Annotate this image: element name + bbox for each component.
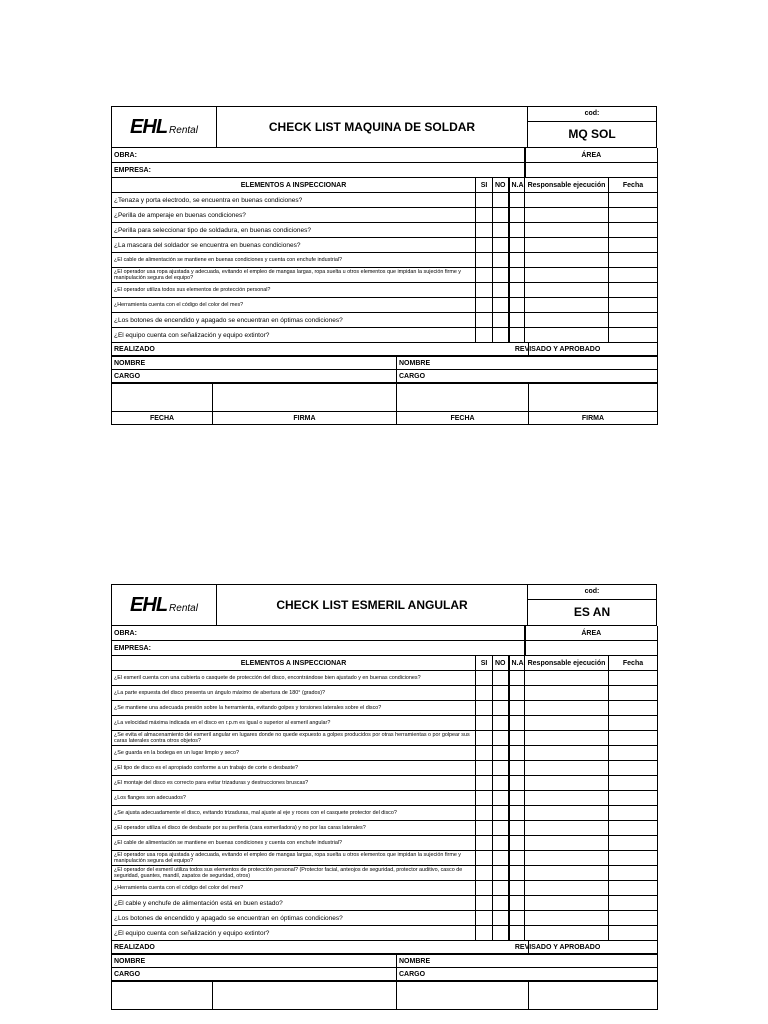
responsable-cell[interactable] <box>525 701 609 716</box>
checklist-maquina-soldar <box>111 106 657 425</box>
na-cell[interactable] <box>509 208 525 223</box>
no-cell[interactable] <box>493 911 509 926</box>
col-elementos: ELEMENTOS A INSPECCIONAR <box>112 178 476 193</box>
firma-field-revisado[interactable] <box>529 981 658 1010</box>
item-question: ¿El operador usa ropa ajustada y adecuada, evitando el empleo de mangas largas, ropa suelta u otros elementos que impidan la sujeción firme y manipulación segura del equipo? <box>112 268 476 283</box>
table-row <box>112 836 658 851</box>
form-header <box>111 584 657 626</box>
si-cell[interactable] <box>476 761 493 776</box>
no-cell[interactable] <box>493 806 509 821</box>
realizado-label <box>112 941 601 954</box>
si-cell[interactable] <box>476 298 493 313</box>
item-question: ¿Herramienta cuenta con el código del color del mes? <box>112 881 476 896</box>
table-row <box>112 746 658 761</box>
responsable-cell[interactable] <box>525 866 609 881</box>
no-cell[interactable] <box>493 701 509 716</box>
cargo-label-realizado: CARGO <box>112 968 397 982</box>
item-question: ¿Los flanges son adecuados? <box>112 791 476 806</box>
na-cell[interactable] <box>509 328 525 343</box>
responsable-cell[interactable] <box>525 313 609 328</box>
table-row <box>112 716 658 731</box>
item-question: ¿Se guarda en la bodega en un lugar limpio y seco? <box>112 746 476 761</box>
fecha-cell[interactable] <box>609 926 658 941</box>
logo-subtext: Rental <box>169 124 198 136</box>
item-question: ¿Se mantiene una adecuada presión sobre la herramienta, evitando golpes y torsiones laterales sobre el disco? <box>112 701 476 716</box>
table-row <box>112 193 658 208</box>
si-cell[interactable] <box>476 701 493 716</box>
na-cell[interactable] <box>509 791 525 806</box>
no-cell[interactable] <box>493 328 509 343</box>
area-label: ÁREA <box>525 148 658 163</box>
item-question: ¿Se evita el almacenamiento del esmeril angular en lugares donde no quede expuesto a golpes producidos por otras herramientas o por golpear sus caras laterales contra otros objetos? <box>112 731 476 746</box>
fecha-field-realizado[interactable] <box>112 383 213 412</box>
responsable-cell[interactable] <box>525 298 609 313</box>
responsable-cell[interactable] <box>525 896 609 911</box>
na-cell[interactable] <box>509 716 525 731</box>
fecha-cell[interactable] <box>609 866 658 881</box>
na-cell[interactable] <box>509 911 525 926</box>
item-question: ¿Tenaza y porta electrodo, se encuentra en buenas condiciones? <box>112 193 476 208</box>
item-question: ¿El operador utiliza el disco de desbaste por su periferia (cara esmeriladora) y no por las caras laterales? <box>112 821 476 836</box>
fecha-cell[interactable] <box>609 223 658 238</box>
si-cell[interactable] <box>476 223 493 238</box>
no-cell[interactable] <box>493 253 509 268</box>
na-cell[interactable] <box>509 776 525 791</box>
no-cell[interactable] <box>493 896 509 911</box>
responsable-cell[interactable] <box>525 671 609 686</box>
no-cell[interactable] <box>493 313 509 328</box>
table-row <box>112 253 658 268</box>
obra-label: OBRA: <box>112 148 525 163</box>
fecha-cell[interactable] <box>609 911 658 926</box>
si-cell[interactable] <box>476 238 493 253</box>
table-row <box>112 806 658 821</box>
item-question: ¿El operador del esmeril utiliza todos sus elementos de protección personal? (Protector facial, anteojos de seguridad, protector auditivo, casco de seguridad, guantes, mandil, zapatos de seguridad, otros) <box>112 866 476 881</box>
responsable-cell[interactable] <box>525 791 609 806</box>
table-row <box>112 223 658 238</box>
item-question: ¿Perilla de amperaje en buenas condiciones? <box>112 208 476 223</box>
si-cell[interactable] <box>476 686 493 701</box>
fecha-cell[interactable] <box>609 851 658 866</box>
fecha-cell[interactable] <box>609 776 658 791</box>
fecha-label: FECHA <box>397 412 529 425</box>
item-question: ¿El esmeril cuenta con una cubierta o casquete de protección del disco, encontrándose bien ajustado y en buenas condiciones? <box>112 671 476 686</box>
na-cell[interactable] <box>509 881 525 896</box>
no-cell[interactable] <box>493 731 509 746</box>
fecha-cell[interactable] <box>609 821 658 836</box>
col-na: N.A <box>509 178 525 193</box>
table-row <box>112 686 658 701</box>
responsable-cell[interactable] <box>525 328 609 343</box>
area-label: ÁREA <box>525 626 658 641</box>
table-row <box>112 328 658 343</box>
table-row <box>112 866 658 881</box>
col-elementos: ELEMENTOS A INSPECCIONAR <box>112 656 476 671</box>
na-cell[interactable] <box>509 193 525 208</box>
form-code: ES AN <box>528 599 657 625</box>
fecha-cell[interactable] <box>609 701 658 716</box>
no-cell[interactable] <box>493 881 509 896</box>
firma-field-realizado[interactable] <box>213 383 397 412</box>
fecha-cell[interactable] <box>609 283 658 298</box>
si-cell[interactable] <box>476 851 493 866</box>
responsable-cell[interactable] <box>525 731 609 746</box>
logo-text: EHL <box>130 593 168 616</box>
no-cell[interactable] <box>493 761 509 776</box>
table-row <box>112 731 658 746</box>
cod-label: cod: <box>528 107 657 122</box>
no-cell[interactable] <box>493 836 509 851</box>
item-question: ¿El equipo cuenta con señalización y equipo extintor? <box>112 926 476 941</box>
responsable-cell[interactable] <box>525 746 609 761</box>
table-row <box>112 298 658 313</box>
firma-label: FIRMA <box>213 412 397 425</box>
item-question: ¿Herramienta cuenta con el código del color del mes? <box>112 298 476 313</box>
responsable-cell[interactable] <box>525 776 609 791</box>
item-question: ¿Perilla para seleccionar tipo de soldadura, en buenas condiciones? <box>112 223 476 238</box>
na-cell[interactable] <box>509 313 525 328</box>
na-cell[interactable] <box>509 731 525 746</box>
responsable-cell[interactable] <box>525 208 609 223</box>
na-cell[interactable] <box>509 866 525 881</box>
fecha-cell[interactable] <box>609 253 658 268</box>
fecha-cell[interactable] <box>609 313 658 328</box>
no-cell[interactable] <box>493 671 509 686</box>
area-value[interactable] <box>525 641 658 656</box>
cargo-label-realizado: CARGO <box>112 370 397 384</box>
no-cell[interactable] <box>493 716 509 731</box>
signature-table <box>111 343 658 425</box>
col-responsable: Responsable ejecución <box>525 656 609 671</box>
table-row <box>112 761 658 776</box>
no-cell[interactable] <box>493 208 509 223</box>
checklist-esmeril-angular <box>111 584 657 1010</box>
item-question: ¿El cable de alimentación se mantiene en buenas condiciones y cuenta con enchufe industrial? <box>112 836 476 851</box>
company-logo <box>112 585 217 626</box>
col-si: SI <box>476 656 493 671</box>
si-cell[interactable] <box>476 926 493 941</box>
responsable-cell[interactable] <box>525 253 609 268</box>
col-no: NO <box>493 178 509 193</box>
na-cell[interactable] <box>509 268 525 283</box>
responsable-cell[interactable] <box>525 193 609 208</box>
si-cell[interactable] <box>476 328 493 343</box>
responsable-cell[interactable] <box>525 851 609 866</box>
item-question: ¿El operador usa ropa ajustada y adecuada, evitando el empleo de mangas largas, ropa suelta u otros elementos que impidan la sujeción firme y manipulación segura del equipo? <box>112 851 476 866</box>
fecha-cell[interactable] <box>609 716 658 731</box>
table-row <box>112 238 658 253</box>
si-cell[interactable] <box>476 268 493 283</box>
responsable-cell[interactable] <box>525 761 609 776</box>
si-cell[interactable] <box>476 776 493 791</box>
table-row <box>112 208 658 223</box>
no-cell[interactable] <box>493 851 509 866</box>
nombre-label-realizado: NOMBRE <box>112 356 397 370</box>
no-cell[interactable] <box>493 686 509 701</box>
responsable-cell[interactable] <box>525 911 609 926</box>
obra-label: OBRA: <box>112 626 525 641</box>
nombre-label-realizado: NOMBRE <box>112 954 397 968</box>
si-cell[interactable] <box>476 671 493 686</box>
company-logo <box>112 107 217 148</box>
firma-label: FIRMA <box>529 412 658 425</box>
fecha-field-revisado[interactable] <box>397 383 529 412</box>
si-cell[interactable] <box>476 791 493 806</box>
na-cell[interactable] <box>509 926 525 941</box>
empresa-label: EMPRESA: <box>112 641 525 656</box>
table-row <box>112 313 658 328</box>
si-cell[interactable] <box>476 731 493 746</box>
si-cell[interactable] <box>476 881 493 896</box>
item-question: ¿El operador utiliza todos sus elementos de protección personal? <box>112 283 476 298</box>
area-value[interactable] <box>525 163 658 178</box>
responsable-cell[interactable] <box>525 223 609 238</box>
na-cell[interactable] <box>509 283 525 298</box>
si-cell[interactable] <box>476 896 493 911</box>
na-cell[interactable] <box>509 253 525 268</box>
no-cell[interactable] <box>493 776 509 791</box>
table-row <box>112 881 658 896</box>
signature-table <box>111 941 658 1010</box>
no-cell[interactable] <box>493 223 509 238</box>
revisado-text: REVISADO Y APROBADO <box>514 345 601 353</box>
fecha-cell[interactable] <box>609 686 658 701</box>
realizado-text: REALIZADO <box>114 345 155 353</box>
na-cell[interactable] <box>509 223 525 238</box>
si-cell[interactable] <box>476 283 493 298</box>
table-row <box>112 268 658 283</box>
fecha-cell[interactable] <box>609 238 658 253</box>
item-question: ¿Los botones de encendido y apagado se encuentran en óptimas condiciones? <box>112 313 476 328</box>
inspection-table <box>111 148 658 343</box>
item-question: ¿El equipo cuenta con señalización y equipo extintor? <box>112 328 476 343</box>
fecha-cell[interactable] <box>609 731 658 746</box>
si-cell[interactable] <box>476 911 493 926</box>
na-cell[interactable] <box>509 821 525 836</box>
fecha-cell[interactable] <box>609 268 658 283</box>
table-row <box>112 896 658 911</box>
responsable-cell[interactable] <box>525 806 609 821</box>
table-row <box>112 851 658 866</box>
fecha-cell[interactable] <box>609 896 658 911</box>
realizado-text: REALIZADO <box>114 943 155 951</box>
cargo-label-revisado: CARGO <box>397 370 658 384</box>
si-cell[interactable] <box>476 193 493 208</box>
table-row <box>112 701 658 716</box>
na-cell[interactable] <box>509 746 525 761</box>
fecha-field-realizado[interactable] <box>112 981 213 1010</box>
item-question: ¿El cable de alimentación se mantiene en buenas condiciones y cuenta con enchufe industrial? <box>112 253 476 268</box>
si-cell[interactable] <box>476 821 493 836</box>
na-cell[interactable] <box>509 896 525 911</box>
no-cell[interactable] <box>493 298 509 313</box>
responsable-cell[interactable] <box>525 716 609 731</box>
revisado-text: REVISADO Y APROBADO <box>514 943 601 951</box>
col-responsable: Responsable ejecución <box>525 178 609 193</box>
no-cell[interactable] <box>493 193 509 208</box>
fecha-cell[interactable] <box>609 193 658 208</box>
table-row <box>112 671 658 686</box>
na-cell[interactable] <box>509 298 525 313</box>
na-cell[interactable] <box>509 686 525 701</box>
table-row <box>112 776 658 791</box>
no-cell[interactable] <box>493 791 509 806</box>
na-cell[interactable] <box>509 836 525 851</box>
fecha-cell[interactable] <box>609 836 658 851</box>
responsable-cell[interactable] <box>525 268 609 283</box>
table-row <box>112 911 658 926</box>
item-question: ¿Se ajusta adecuadamente el disco, evitando trizaduras, mal ajuste al eje y roces con el casquete protector del disco? <box>112 806 476 821</box>
na-cell[interactable] <box>509 851 525 866</box>
responsable-cell[interactable] <box>525 881 609 896</box>
responsable-cell[interactable] <box>525 238 609 253</box>
col-no: NO <box>493 656 509 671</box>
item-question: ¿La velocidad máxima indicada en el disco en r.p.m es igual o superior al esmeril angular? <box>112 716 476 731</box>
logo-text: EHL <box>130 115 168 138</box>
form-header <box>111 106 657 148</box>
na-cell[interactable] <box>509 806 525 821</box>
inspection-table <box>111 626 658 941</box>
fecha-cell[interactable] <box>609 328 658 343</box>
no-cell[interactable] <box>493 746 509 761</box>
no-cell[interactable] <box>493 268 509 283</box>
si-cell[interactable] <box>476 313 493 328</box>
firma-field-revisado[interactable] <box>529 383 658 412</box>
nombre-label-revisado: NOMBRE <box>397 954 658 968</box>
responsable-cell[interactable] <box>525 836 609 851</box>
fecha-cell[interactable] <box>609 208 658 223</box>
no-cell[interactable] <box>493 821 509 836</box>
na-cell[interactable] <box>509 238 525 253</box>
cargo-label-revisado: CARGO <box>397 968 658 982</box>
no-cell[interactable] <box>493 866 509 881</box>
si-cell[interactable] <box>476 253 493 268</box>
na-cell[interactable] <box>509 761 525 776</box>
no-cell[interactable] <box>493 238 509 253</box>
firma-field-realizado[interactable] <box>213 981 397 1010</box>
form-code: MQ SOL <box>528 121 657 147</box>
no-cell[interactable] <box>493 283 509 298</box>
si-cell[interactable] <box>476 208 493 223</box>
fecha-cell[interactable] <box>609 298 658 313</box>
si-cell[interactable] <box>476 716 493 731</box>
cod-label: cod: <box>528 585 657 600</box>
table-row <box>112 283 658 298</box>
empresa-label: EMPRESA: <box>112 163 525 178</box>
si-cell[interactable] <box>476 866 493 881</box>
fecha-cell[interactable] <box>609 806 658 821</box>
fecha-cell[interactable] <box>609 791 658 806</box>
col-si: SI <box>476 178 493 193</box>
item-question: ¿La mascara del soldador se encuentra en buenas condiciones? <box>112 238 476 253</box>
item-question: ¿La parte expuesta del disco presenta un ángulo máximo de abertura de 180° (grados)? <box>112 686 476 701</box>
fecha-cell[interactable] <box>609 761 658 776</box>
fecha-cell[interactable] <box>609 881 658 896</box>
fecha-label: FECHA <box>112 412 213 425</box>
fecha-field-revisado[interactable] <box>397 981 529 1010</box>
form-title: CHECK LIST MAQUINA DE SOLDAR <box>217 107 528 148</box>
si-cell[interactable] <box>476 746 493 761</box>
table-row <box>112 926 658 941</box>
col-na: N.A <box>509 656 525 671</box>
table-row <box>112 821 658 836</box>
form-title: CHECK LIST ESMERIL ANGULAR <box>217 585 528 626</box>
fecha-cell[interactable] <box>609 671 658 686</box>
na-cell[interactable] <box>509 671 525 686</box>
si-cell[interactable] <box>476 806 493 821</box>
item-question: ¿Los botones de encendido y apagado se encuentran en óptimas condiciones? <box>112 911 476 926</box>
logo-subtext: Rental <box>169 602 198 614</box>
responsable-cell[interactable] <box>525 926 609 941</box>
si-cell[interactable] <box>476 836 493 851</box>
responsable-cell[interactable] <box>525 821 609 836</box>
na-cell[interactable] <box>509 701 525 716</box>
table-row <box>112 791 658 806</box>
no-cell[interactable] <box>493 926 509 941</box>
item-question: ¿El tipo de disco es el apropiado conforme a un trabajo de corte o desbaste? <box>112 761 476 776</box>
col-fecha: Fecha <box>609 656 658 671</box>
item-question: ¿El montaje del disco es correcto para evitar trizaduras y destrucciones bruscas? <box>112 776 476 791</box>
col-fecha: Fecha <box>609 178 658 193</box>
realizado-label <box>112 343 601 356</box>
item-question: ¿El cable y enchufe de alimentación está en buen estado? <box>112 896 476 911</box>
fecha-cell[interactable] <box>609 746 658 761</box>
responsable-cell[interactable] <box>525 283 609 298</box>
nombre-label-revisado: NOMBRE <box>397 356 658 370</box>
responsable-cell[interactable] <box>525 686 609 701</box>
